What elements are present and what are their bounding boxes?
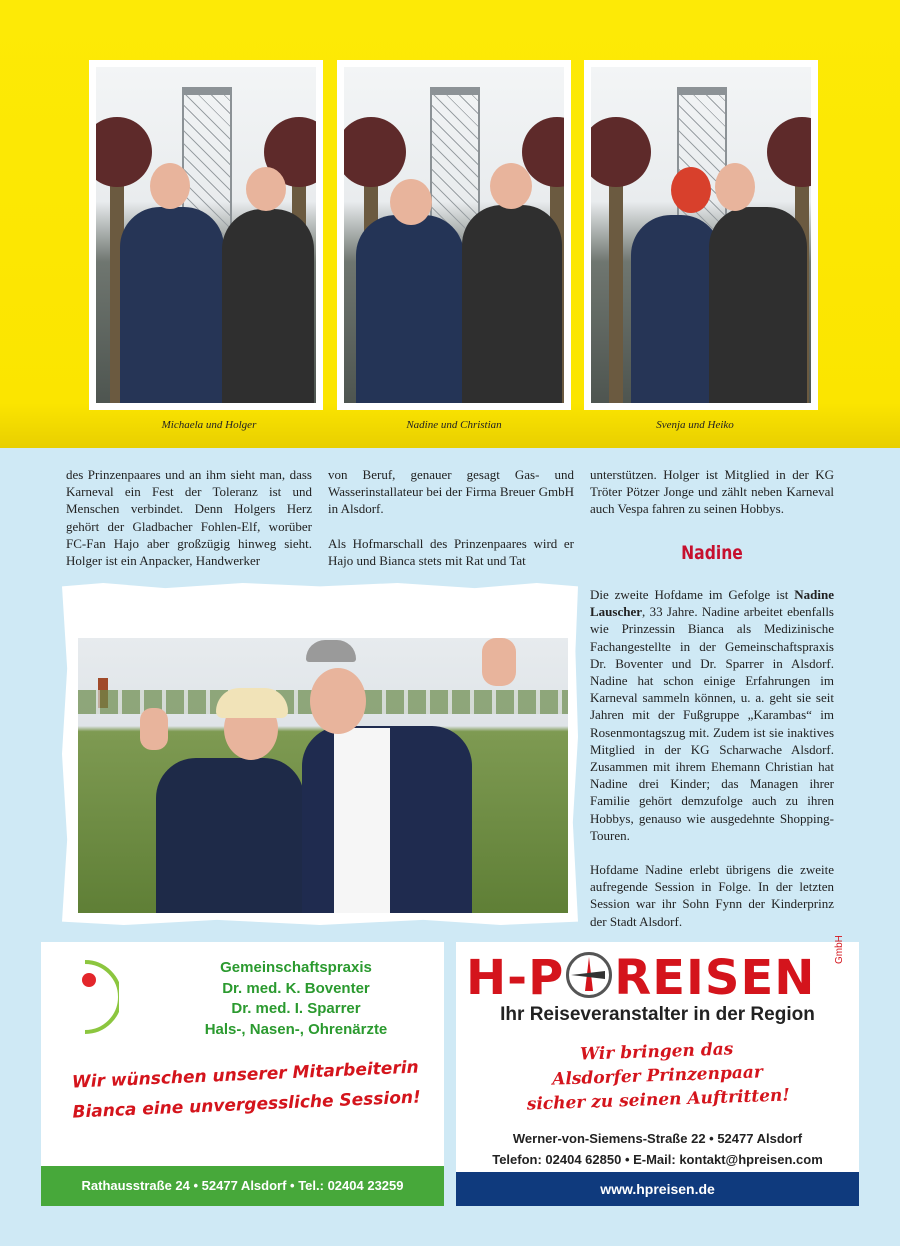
praxis-name: Gemeinschaftspraxis Dr. med. K. Boventer Dr. med. I. Sparrer Hals-, Nasen-, Ohrenärzte xyxy=(204,959,388,1038)
paragraph: Die zweite Hofdame im Gefolge ist Nadine Lauscher, 33 Jahre. Nadine arbeitet ebenfalls wie Prinzessin Bianca als Medizinische Fachangestellte in der Gemeinschaftspraxis Dr. Boventer und Dr. Sparrer in Alsdorf. Nadine hat schon einige Erfahrungen im Karneval sammeln können, u. a. geht sie seit Jahren mit der Fußgruppe „Karambas“ im Rosenmontagszug mit. Zudem ist sie inaktives Mitglied in der KG Scharwache Alsdorf. Zusammen mit ihrem Ehemann Christian hat Nadine drei Kinder; das Managen ihrer Familie gehört demzufolge auch zu ihren Hobbys, genauso wie ausgedehnte Shopping-Touren. xyxy=(590,587,834,843)
paragraph: von Beruf, genauer gesagt Gas- und Wasserinstallateur bei der Firma Breuer GmbH in Alsdorf. xyxy=(328,467,574,517)
photo-nadine-christian-waving xyxy=(62,583,578,925)
paragraph: unterstützen. Holger ist Mitglied in der KG Tröter Pötzer Jonge und zählt neben Karneval auch Vespa fahren zu seinen Hobbys. xyxy=(590,467,834,517)
praxis-wish: Wir wünschen unserer Mitarbeiterin Bianca eine unvergessliche Session! xyxy=(71,1057,422,1123)
photo-nadine-christian xyxy=(337,60,571,410)
caption-1: Michaela und Holger xyxy=(161,419,257,431)
paragraph: des Prinzenpaares und an ihm sieht man, dass Karneval ein Fest der Toleranz ist und Menschen verbindet. Denn Holgers Herz gehört der Gladbacher Fohlen-Elf, worüber FC-Fan Hajo aber großzügig hinweg sieht. Holger ist ein Anpacker, Handwerker xyxy=(66,467,312,569)
praxis-logo-icon xyxy=(69,960,119,1034)
praxis-footer: Rathausstraße 24 • 52477 Alsdorf • Tel.: 02404 23259 xyxy=(41,1166,444,1206)
reisen-slogan: Wir bringen das Alsdorfer Prinzenpaar sicher zu seinen Auftritten! xyxy=(526,1039,791,1115)
article-column-2 xyxy=(328,466,574,586)
reisen-address: Werner-von-Siemens-Straße 22 • 52477 Alsdorf Telefon: 02404 62850 • E-Mail: kontakt@hpreisen.com xyxy=(492,1131,823,1167)
hp-reisen-logo: H-P REISEN xyxy=(466,950,816,1006)
gmbh-label: GmbH xyxy=(834,935,845,964)
article-column-3 xyxy=(590,466,834,535)
paragraph: Als Hofmarschall des Prinzenpaares wird er Hajo und Bianca stets mit Rat und Tat xyxy=(328,535,574,568)
article-column-3-lower xyxy=(590,586,834,947)
caption-3: Svenja und Heiko xyxy=(656,419,734,431)
paragraph: Hofdame Nadine erlebt übrigens die zweite aufregende Session in Folge. In der letzten Session war ihr Sohn Fynn der Kinderprinz der Stadt Alsdorf. xyxy=(590,862,834,929)
section-heading-nadine: Nadine xyxy=(681,542,743,564)
compass-icon xyxy=(566,952,612,998)
ad-hp-reisen xyxy=(456,935,859,1206)
reisen-website: www.hpreisen.de xyxy=(456,1172,859,1206)
name-bold: Nadine Lauscher xyxy=(590,587,834,620)
photo-svenja-heiko xyxy=(584,60,818,410)
ad-gemeinschaftspraxis xyxy=(41,942,444,1206)
article-column-1 xyxy=(66,466,312,586)
photo-michaela-holger xyxy=(89,60,323,410)
caption-2: Nadine und Christian xyxy=(406,419,502,431)
reisen-tagline: Ihr Reiseveranstalter in der Region xyxy=(500,1004,815,1025)
